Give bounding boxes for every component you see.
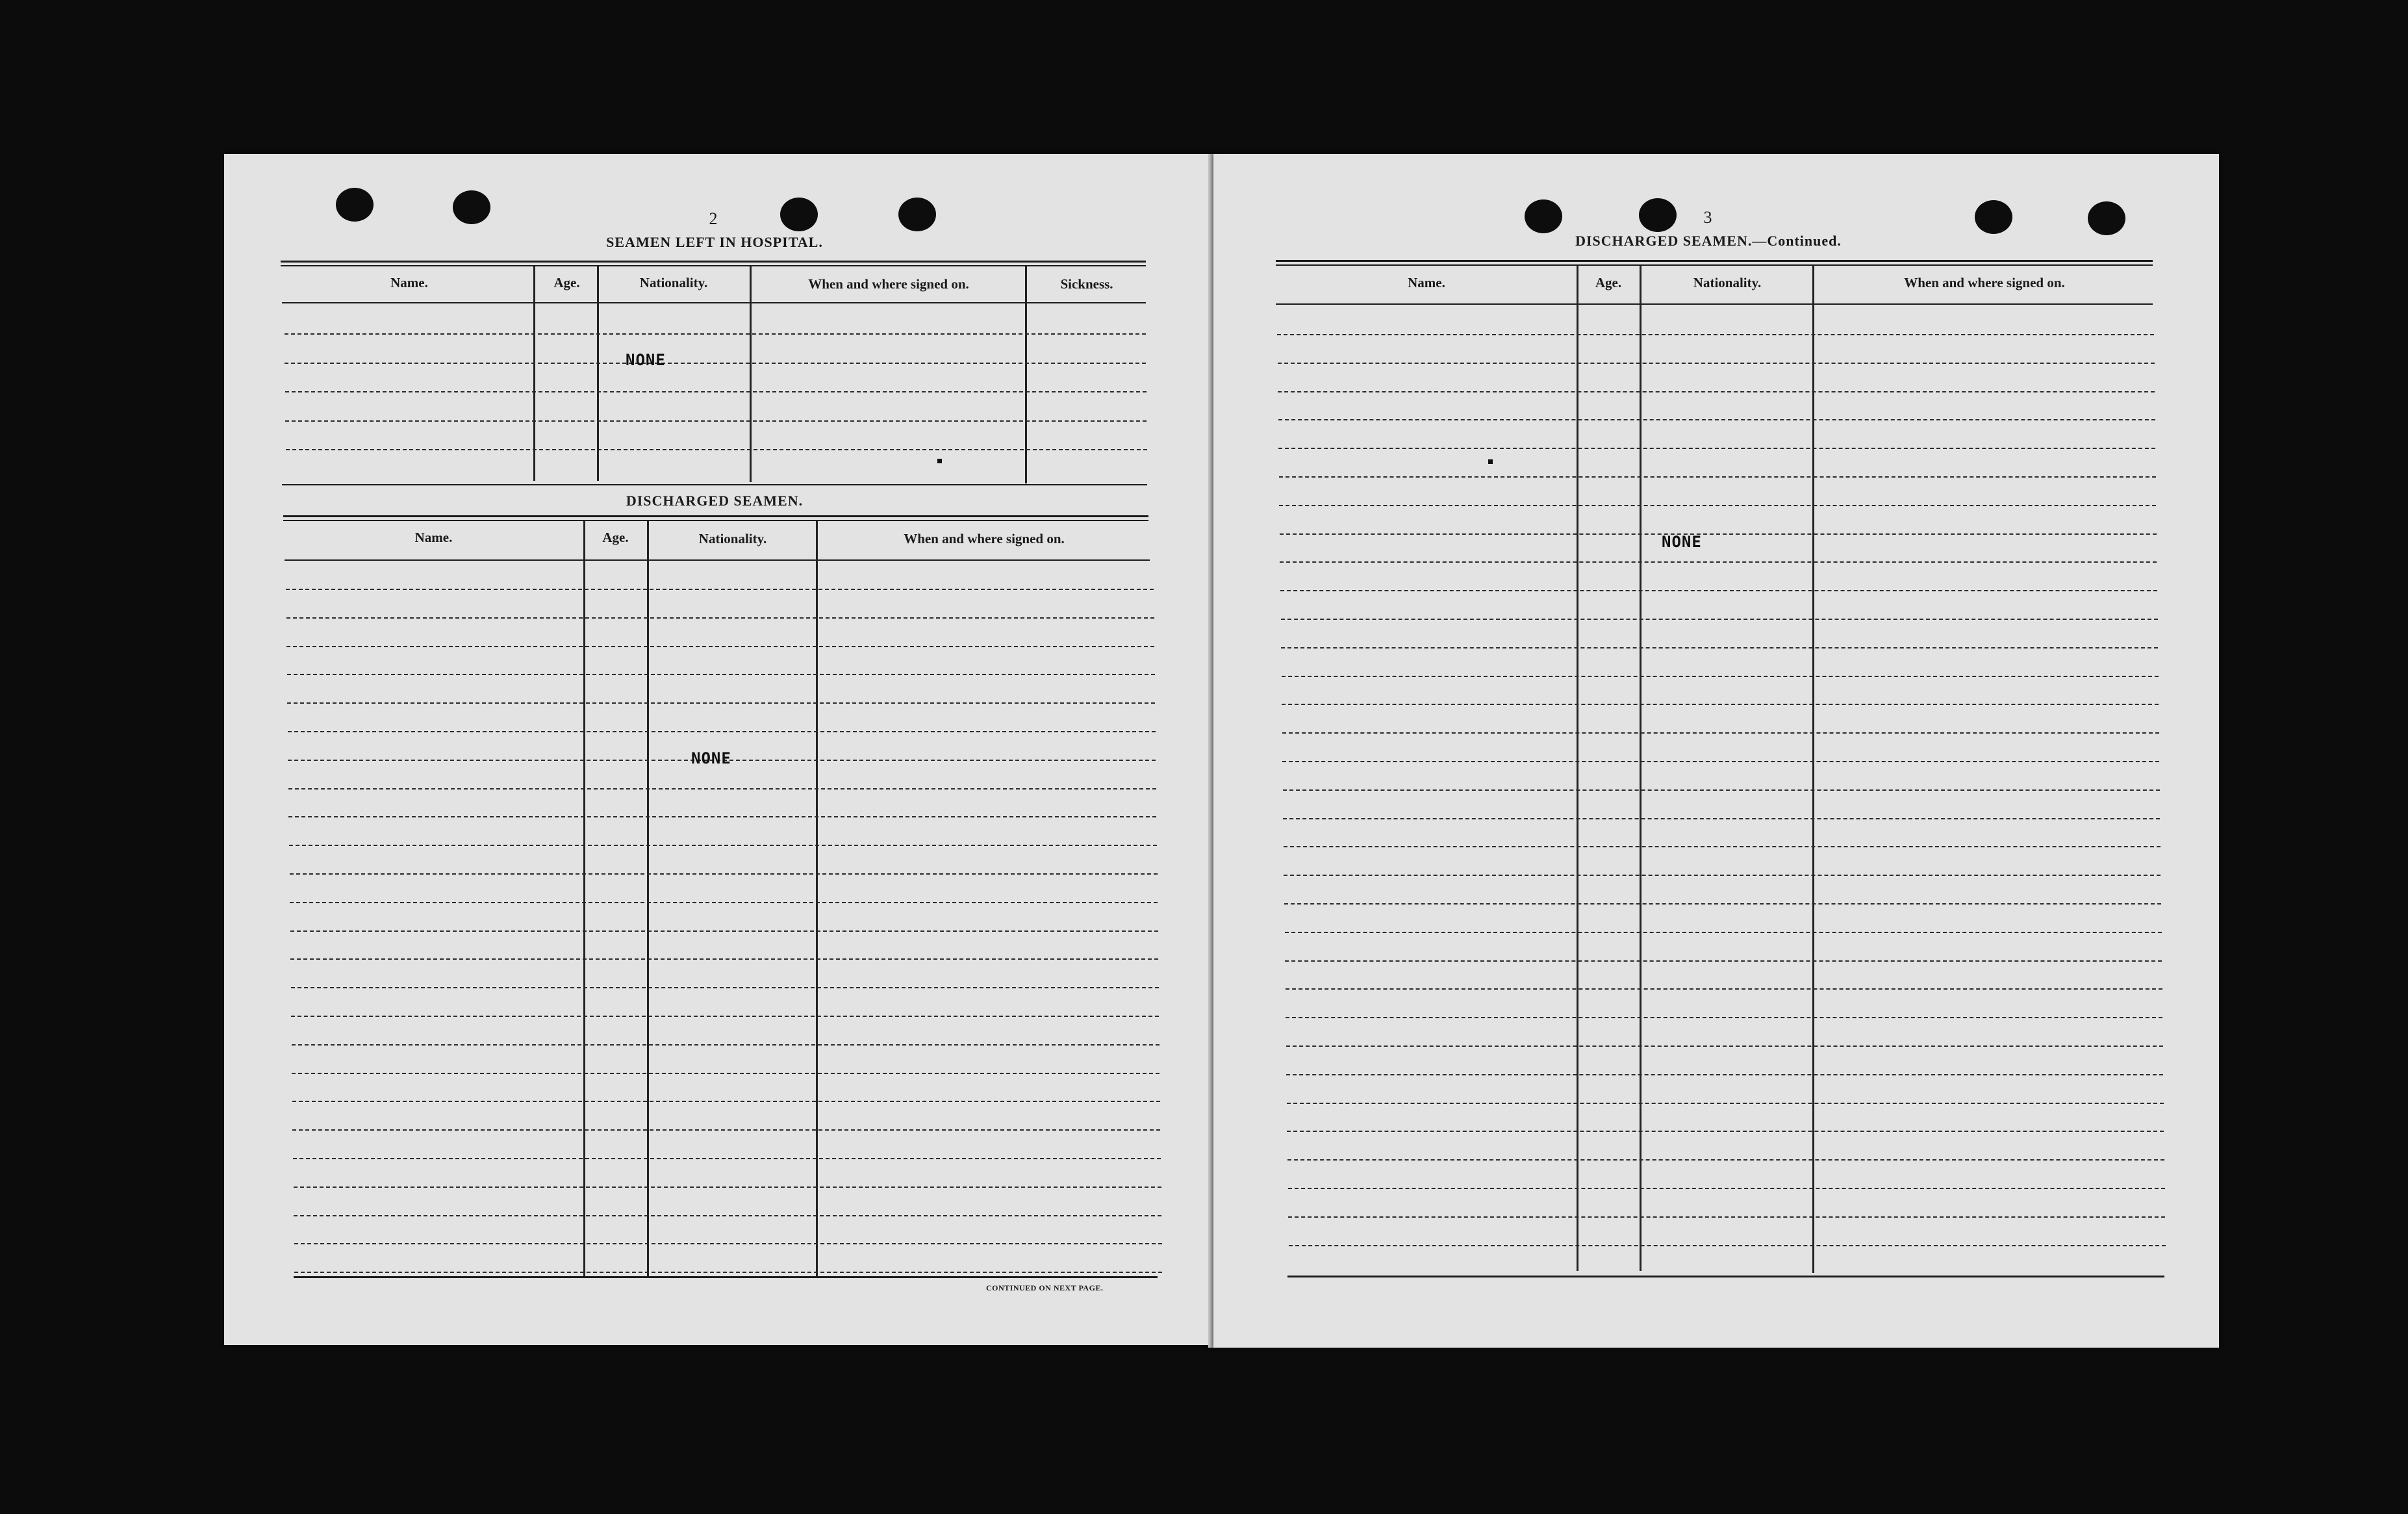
punch-hole [1975,200,2012,234]
column-divider [1640,266,1641,1271]
right-page [1213,154,2219,1348]
col-header-nationality: Nationality. [1693,275,1762,290]
ruled-entry-line [287,702,1155,704]
ruled-entry-line [1282,704,2159,705]
discharged-continued-title: DISCHARGED SEAMEN.—Continued. [1575,233,1842,249]
none-entry: NONE [691,749,731,767]
table-bottom-rule [282,484,1147,485]
page-number: 2 [709,209,718,228]
punch-hole [1525,199,1562,233]
column-divider [1025,266,1027,483]
column-divider [583,521,585,1276]
header-bottom-rule [285,559,1150,561]
ruled-entry-line [1286,1017,2162,1018]
ruled-entry-line [288,731,1156,732]
ruled-entry-line [1287,1131,2164,1132]
ruled-entry-line [294,1243,1162,1244]
col-header-age: Age. [602,530,629,545]
col-header-sickness: Sickness. [1060,276,1113,292]
punch-hole [780,198,818,231]
ruled-entry-line [290,873,1158,875]
header-bottom-rule [1276,303,2153,305]
col-header-nationality: Nationality. [698,531,767,546]
col-header-signed-on: When and where signed on. [808,276,969,292]
ruled-entry-line [1287,1103,2164,1104]
ruled-entry-line [286,449,1147,450]
ruled-entry-line [1285,960,2162,962]
ruled-entry-line [292,1073,1160,1074]
ruled-entry-line [292,1101,1160,1102]
ruled-entry-line [290,958,1158,960]
ruled-entry-line [1288,1188,2165,1189]
ruled-entry-line [1286,1046,2163,1047]
ruled-entry-line [292,1044,1160,1046]
ruled-entry-line [1280,533,2157,535]
ink-speck [1488,459,1493,464]
ruled-entry-line [1282,761,2159,762]
ruled-entry-line [286,646,1154,647]
column-divider [1577,266,1578,1271]
ruled-entry-line [1282,676,2159,677]
ruled-entry-line [288,788,1156,789]
ruled-entry-line [288,816,1156,817]
ruled-entry-line [1281,619,2158,620]
ruled-entry-line [290,930,1158,932]
ruled-entry-line [285,333,1146,335]
ruled-entry-line [286,617,1154,619]
ruled-entry-line [1287,1159,2164,1161]
hospital-section-title: SEAMEN LEFT IN HOSPITAL. [606,234,823,250]
ruled-entry-line [1280,590,2157,591]
column-divider [1812,266,1814,1273]
column-divider [816,521,818,1276]
ruled-entry-line [1288,1216,2165,1218]
ruled-entry-line [294,1187,1161,1188]
ruled-entry-line [1279,476,2156,478]
table-top-rule [1276,260,2153,262]
ruled-entry-line [286,589,1154,590]
table-bottom-rule [294,1276,1158,1278]
col-header-name: Name. [1408,275,1445,290]
punch-hole [2088,201,2125,235]
col-header-name: Name. [414,530,453,545]
ruled-entry-line [293,1158,1161,1159]
ruled-entry-line [289,845,1157,846]
col-header-name: Name. [390,275,428,290]
ruled-entry-line [1284,875,2161,876]
punch-hole [1639,198,1677,232]
ruled-entry-line [1278,363,2155,364]
table-bottom-rule [1287,1276,2164,1277]
ruled-entry-line [285,391,1147,392]
ruled-entry-line [1279,505,2156,506]
punch-hole [336,188,374,222]
continued-note: CONTINUED ON NEXT PAGE. [986,1283,1104,1292]
column-divider [647,521,649,1276]
punch-hole [898,198,936,231]
ruled-entry-line [1284,846,2161,847]
ink-speck [937,459,942,463]
none-entry: NONE [626,351,666,369]
table-top-rule [283,515,1148,517]
discharged-section-title: DISCHARGED SEAMEN. [626,493,804,509]
none-entry: NONE [1662,533,1702,551]
table-top-rule [283,520,1148,521]
ruled-entry-line [1278,419,2155,420]
ruled-entry-line [1282,732,2159,734]
header-bottom-rule [282,302,1146,303]
table-top-rule [281,261,1146,263]
col-header-nationality: Nationality. [639,275,708,290]
ruled-entry-line [1286,988,2162,990]
ruled-entry-line [1283,789,2160,791]
ruled-entry-line [294,1215,1161,1216]
ruled-entry-line [291,1016,1159,1017]
ruled-entry-line [292,1129,1160,1131]
ruled-entry-line [1285,932,2162,933]
table-top-rule [281,265,1146,266]
ruled-entry-line [290,902,1158,903]
ruled-entry-line [285,363,1146,364]
table-top-rule [1276,264,2153,266]
ruled-entry-line [1278,391,2155,392]
col-header-age: Age. [1595,275,1622,290]
col-header-age: Age. [553,275,580,290]
ruled-entry-line [291,987,1159,988]
page-number: 3 [1703,208,1712,227]
ruled-entry-line [285,420,1147,422]
ruled-entry-line [294,1272,1162,1273]
ruled-entry-line [1280,561,2157,563]
ruled-entry-line [1284,903,2161,905]
punch-hole [453,190,490,224]
ruled-entry-line [1281,647,2158,648]
col-header-signed-on: When and where signed on. [904,531,1065,546]
ruled-entry-line [1286,1074,2163,1075]
ruled-entry-line [1283,818,2160,819]
ruled-entry-line [1289,1245,2166,1246]
col-header-signed-on: When and where signed on. [1904,275,2065,290]
ruled-entry-line [1278,448,2155,449]
ruled-entry-line [1277,334,2154,335]
ruled-entry-line [287,674,1155,675]
